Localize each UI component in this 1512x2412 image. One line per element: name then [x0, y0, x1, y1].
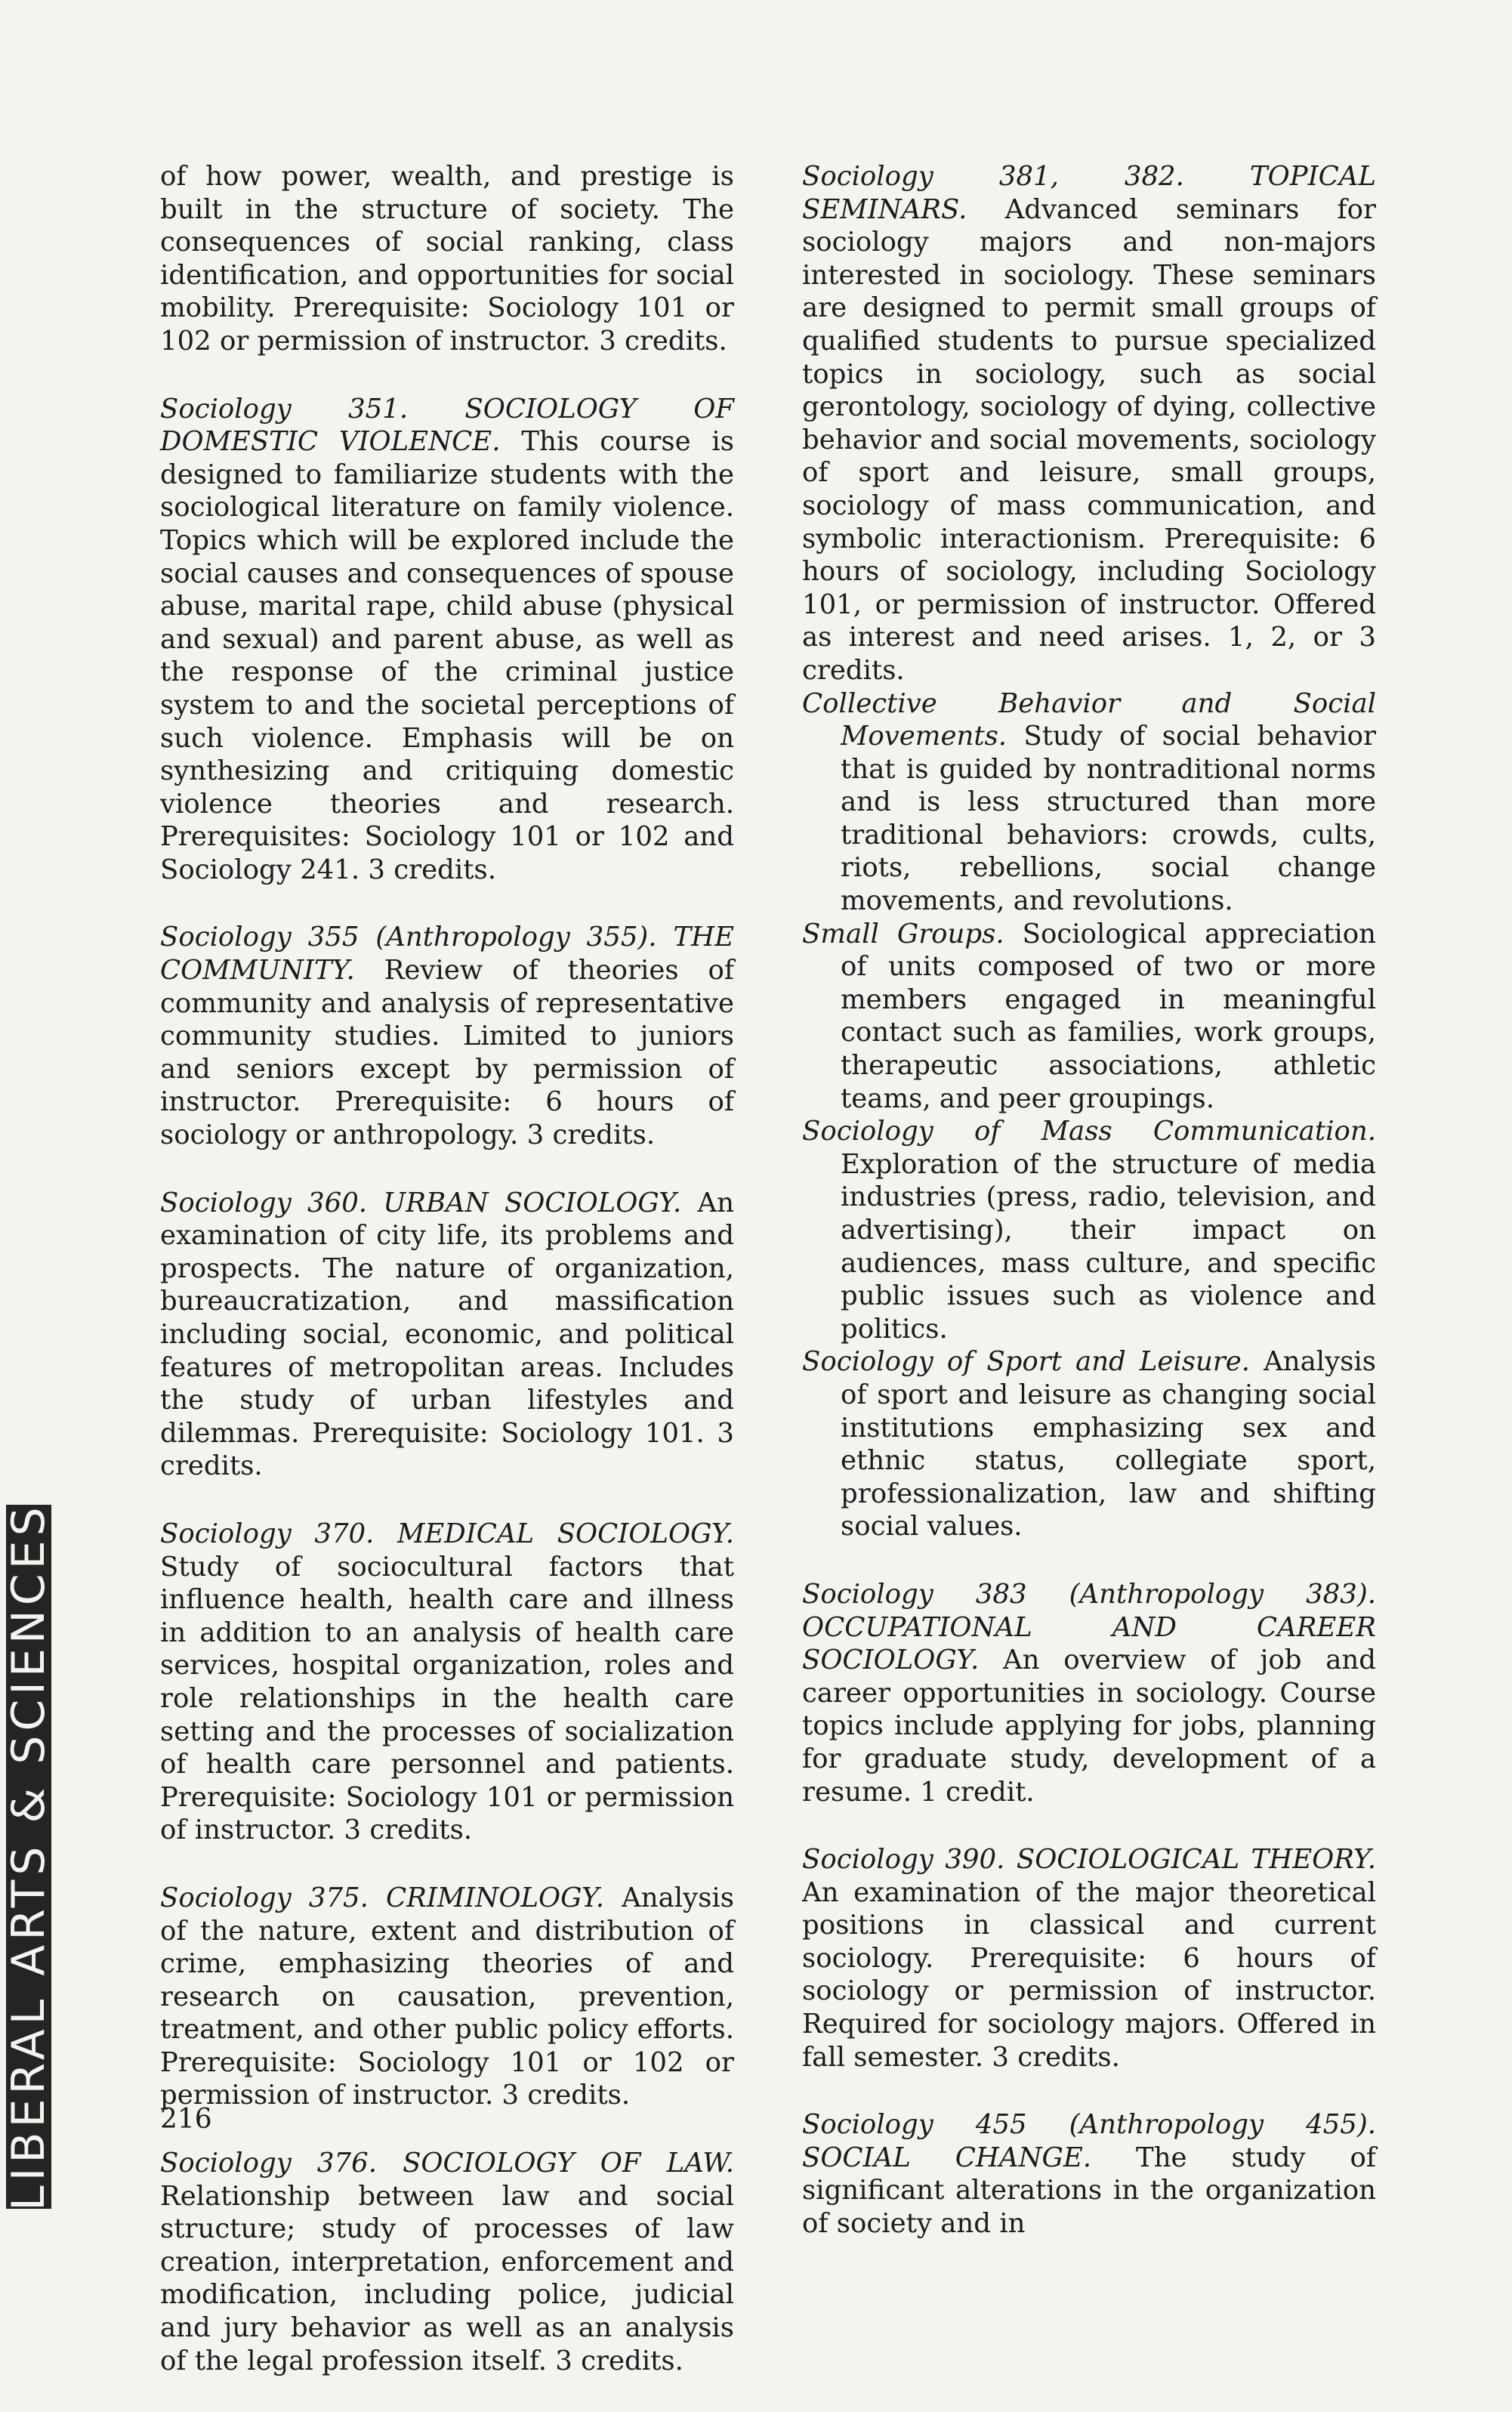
course-entry [160, 921, 734, 1151]
seminar-topic [802, 1345, 1376, 1543]
page-number: 216 [160, 2104, 212, 2135]
seminar-topic-description: Sociological appreciation of units composed of two or more members engaged in meaningful contact such as families, work groups, therapeutic associations, athletic teams, and peer groupings. [841, 918, 1376, 1114]
section-side-tab [2, 1502, 55, 2211]
course-heading: Sociology 375. CRIMINOLOGY. [160, 1882, 605, 1913]
course-heading: Sociology 355 (Anthropology 355). THE COMMUNITY. [160, 922, 734, 987]
course-description: Analysis of the nature, extent and distribution of crime, emphasizing theories of and research on causation, prevention, treatment, and other public policy efforts. Prerequisite: Sociology 101 or 102 or permission of instructor. 3 credits. [160, 1882, 734, 2111]
course-entry [160, 160, 734, 358]
course-heading: Sociology 360. URBAN SOCIOLOGY. [160, 1187, 682, 1218]
seminar-topic-description: Study of social behavior that is guided by nontraditional norms and is less structured than more traditional behaviors: crowds, cults, riots, rebellions, social change movements, and revolutions. [841, 721, 1376, 917]
course-description: An examination of city life, its problems and prospects. The nature of organization, bureaucratization, and massification including social, economic, and political features of metropolitan areas. Includes the study of urban lifestyles and dilemmas. Prerequisite: Sociology 101. 3 credits. [160, 1187, 734, 1482]
course-heading: Sociology 376. SOCIOLOGY OF LAW. [160, 2148, 734, 2179]
course-description: This course is designed to familiarize students with the sociological literature on family violence. Topics which will be explored include the social causes and consequences of spouse abuse, marital rape, child abuse (physical and sexual) and parent abuse, as well as the response of the criminal justice system to and the societal perceptions of such violence. Emphasis will be on synthesizing and critiquing domestic violence theories and research. Prerequisites: Sociology 101 or 102 and Sociology 241. 3 credits. [160, 426, 734, 885]
course-entry [802, 2108, 1376, 2240]
course-description: Study of sociocultural factors that influence health, health care and illness in addition to an analysis of health care services, hospital organization, roles and role relationships in the health care setting and the processes of socialization of health care personnel and patients. Prerequisite: Sociology 101 or permission of instructor. 3 credits. [160, 1551, 734, 1846]
seminar-topic [802, 918, 1376, 1116]
course-entry [160, 2147, 734, 2377]
course-entry [802, 160, 1376, 687]
seminar-topic-title: Sociology of Sport and Leisure. [802, 1346, 1251, 1378]
course-description: Advanced seminars for sociology majors and non-majors interested in sociology. These seminars are designed to permit small groups of qualified students to pursue specialized topics in sociology, such as social gerontology, sociology of dying, collective behavior and social movements, sociology of sport and leisure, small groups, sociology of mass communication, and symbolic interactionism. Prerequisite: 6 hours of sociology, including Sociology 101, or permission of instructor. Offered as interest and need arises. 1, 2, or 3 credits. [802, 193, 1376, 686]
course-entry [160, 1882, 734, 2112]
seminar-topic-title: Small Groups. [802, 918, 1004, 950]
course-heading: Sociology 370. MEDICAL SOCIOLOGY. [160, 1518, 734, 1549]
course-heading: Sociology 455 (Anthropology 455). SOCIAL CHANGE. [802, 2109, 1376, 2173]
course-heading: Sociology 383 (Anthropology 383). OCCUPATIONAL AND CAREER SOCIOLOGY. [802, 1578, 1376, 1676]
left-column [160, 160, 734, 2412]
course-entry [160, 393, 734, 887]
course-entry [160, 1518, 734, 1847]
seminar-topic-title: Sociology of Mass Communication. [802, 1116, 1376, 1147]
seminar-topic-description: Analysis of sport and leisure as changing social institutions emphasizing sex and ethnic status, collegiate sport, professionalization, law and shifting social values. [841, 1346, 1376, 1543]
course-heading: Sociology 381, 382. TOPICAL SEMINARS. [802, 161, 1376, 225]
course-description: of how power, wealth, and prestige is built in the structure of society. The consequences of social ranking, class identification, and opportunities for social mobility. Prerequisite: Sociology 101 or 102 or permission of instructor. 3 credits. [160, 161, 734, 357]
seminar-topic-title: Collective Behavior and Social Movements. [802, 687, 1376, 752]
course-entry [802, 1843, 1376, 2074]
course-description: An overview of job and career opportunities in sociology. Course topics include applying for jobs, planning for graduate study, development of a resume. 1 credit. [802, 1645, 1376, 1808]
side-tab-label: LIBERAL ARTS & SCIENCES [2, 1502, 55, 2211]
seminar-topic-description: Exploration of the structure of media industries (press, radio, television, and advertising), their impact on audiences, mass culture, and specific public issues such as violence and politics. [841, 1148, 1376, 1345]
course-description: Review of theories of community and analysis of representative community studies. Limited to juniors and seniors except by permission of instructor. Prerequisite: 6 hours of sociology or anthropology. 3 credits. [160, 955, 734, 1151]
seminar-topic [802, 1115, 1376, 1345]
right-column [802, 160, 1376, 2275]
course-description: Relationship between law and social structure; study of processes of law creation, interpretation, enforcement and modification, including police, judicial and jury behavior as well as an analysis of the legal profession itself. 3 credits. [160, 2180, 734, 2376]
seminar-topic [802, 687, 1376, 918]
course-heading: Sociology 351. SOCIOLOGY OF DOMESTIC VIOLENCE. [160, 393, 734, 458]
course-entry [802, 1578, 1376, 1808]
course-description: An examination of the major theoretical positions in classical and current sociology. Prerequisite: 6 hours of sociology or permission of instructor. Required for sociology majors. Offered in fall semester. 3 credits. [802, 1876, 1376, 2073]
course-description: The study of significant alterations in the organization of society and in [802, 2142, 1377, 2240]
course-heading: Sociology 390. SOCIOLOGICAL THEORY. [802, 1844, 1376, 1876]
course-entry [160, 1187, 734, 1483]
